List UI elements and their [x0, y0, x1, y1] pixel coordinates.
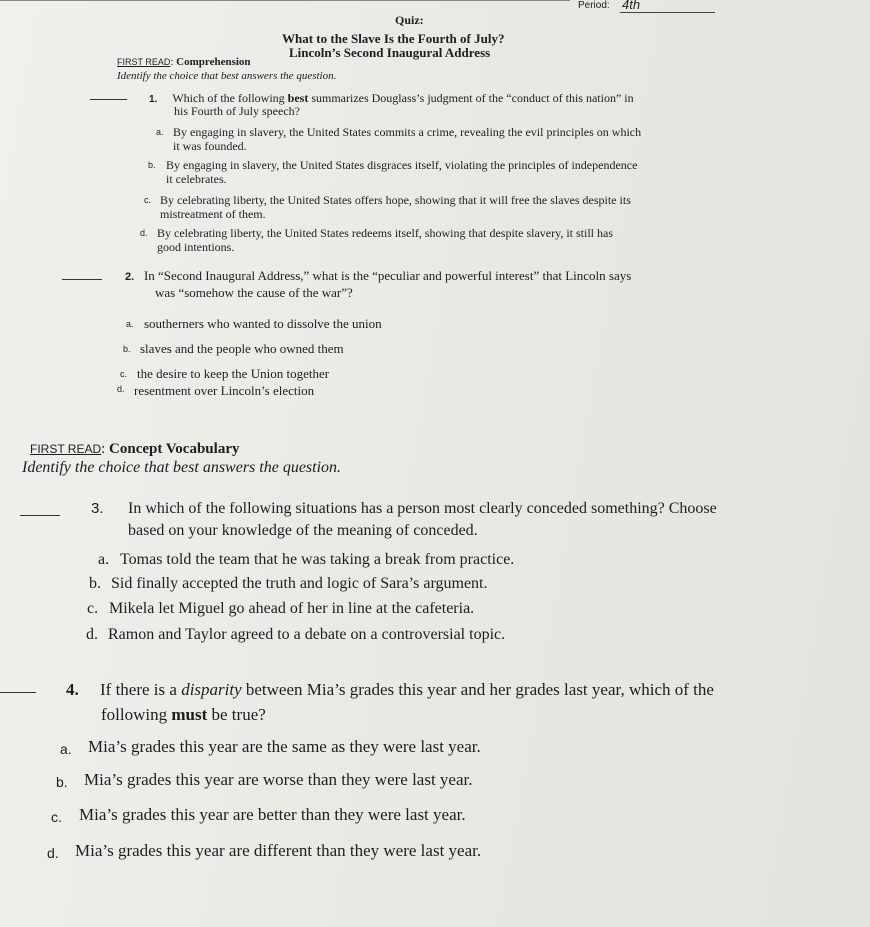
- section2-heading: FIRST READ: Concept Vocabulary: [30, 441, 240, 457]
- q3-choice-a-letter: a.: [98, 551, 110, 568]
- section1-label: FIRST READ: [117, 57, 171, 67]
- section1-heading: FIRST READ: Comprehension: [117, 56, 251, 68]
- section1-title: Comprehension: [176, 56, 251, 68]
- q1-choice-d-line1: By celebrating liberty, the United States redeems itself, showing that despite slavery, it still has: [157, 226, 614, 240]
- period-value: 4th: [622, 0, 641, 12]
- q1-line2: his Fourth of July speech?: [174, 104, 300, 118]
- section2-title: Concept Vocabulary: [109, 441, 240, 457]
- section2-label: FIRST READ: [30, 442, 102, 456]
- q1-choice-d-line2: good intentions.: [157, 240, 235, 254]
- q3-line2: based on your knowledge of the meaning of conceded.: [128, 522, 478, 539]
- q1-choice-a-letter: a.: [156, 127, 164, 137]
- q4-line1: If there is a disparity between Mia’s grades this year and her grades last year, which of the: [100, 680, 714, 699]
- q3-choice-d-letter: d.: [86, 626, 98, 643]
- section2-instruction: Identify the choice that best answers the question.: [22, 459, 342, 476]
- q2-line1: 2. In “Second Inaugural Address,” what is the “peculiar and powerful interest” that Lincoln says: [125, 268, 632, 283]
- quiz-title-line1: What to the Slave Is the Fourth of July?: [282, 31, 505, 46]
- q1-choice-a-line1: By engaging in slavery, the United States commits a crime, revealing the evil principles on which: [173, 125, 642, 139]
- q2-choice-a: southerners who wanted to dissolve the union: [144, 316, 382, 331]
- q4-choice-d: Mia’s grades this year are different than they were last year.: [75, 841, 482, 860]
- q4-choice-a-letter: a.: [60, 741, 72, 757]
- period-label: Period:: [578, 0, 610, 11]
- q4-choice-d-letter: d.: [47, 845, 59, 861]
- q3-choice-d: Ramon and Taylor agreed to a debate on a controversial topic.: [108, 626, 506, 643]
- q2-choice-d-letter: d.: [117, 384, 125, 394]
- q1-choice-b-letter: b.: [148, 160, 156, 170]
- quiz-label: Quiz:: [395, 13, 424, 27]
- q4-number: 4.: [66, 680, 79, 699]
- q3-line1: In which of the following situations has a person most clearly conceded something? Choose: [128, 500, 717, 517]
- header-rule: [0, 0, 570, 1]
- q3-choice-c: Mikela let Miguel go ahead of her in line at the cafeteria.: [109, 600, 475, 617]
- q4-choice-a: Mia’s grades this year are the same as they were last year.: [88, 737, 481, 756]
- q4-line2: following must be true?: [101, 705, 266, 724]
- section1-instruction: Identify the choice that best answers the question.: [117, 70, 337, 82]
- q4-choice-b-letter: b.: [56, 774, 68, 790]
- q3-choice-a: Tomas told the team that he was taking a break from practice.: [120, 551, 515, 568]
- q3-number: 3.: [91, 500, 104, 517]
- q3-answer-blank[interactable]: [20, 515, 60, 516]
- q2-answer-blank[interactable]: [62, 279, 102, 280]
- q1-choice-d-letter: d.: [140, 228, 148, 238]
- q3-choice-b: Sid finally accepted the truth and logic of Sara’s argument.: [111, 575, 488, 592]
- q1-choice-c-letter: c.: [144, 195, 152, 205]
- q4-choice-c-letter: c.: [51, 809, 62, 825]
- q2-choice-b: slaves and the people who owned them: [140, 341, 344, 356]
- q3-choice-c-letter: c.: [87, 600, 99, 617]
- q2-choice-c: the desire to keep the Union together: [137, 366, 330, 381]
- q1-answer-blank[interactable]: [90, 99, 127, 100]
- q1-choice-c-line1: By celebrating liberty, the United States offers hope, showing that it will free the slaves despite its: [160, 193, 631, 207]
- q3-choice-b-letter: b.: [89, 575, 101, 592]
- q1-line1: 1. Which of the following best summarizes Douglass’s judgment of the “conduct of this nation” in: [149, 91, 634, 105]
- q2-line2: was “somehow the cause of the war”?: [155, 285, 353, 300]
- q4-answer-blank[interactable]: [0, 692, 36, 693]
- q2-choice-d: resentment over Lincoln’s election: [134, 383, 315, 398]
- q1-choice-a-line2: it was founded.: [173, 139, 247, 153]
- q1-choice-b-line1: By engaging in slavery, the United States disgraces itself, violating the principles of independence: [166, 158, 638, 172]
- quiz-title-line2: Lincoln’s Second Inaugural Address: [289, 45, 491, 60]
- q1-choice-c-line2: mistreatment of them.: [160, 207, 266, 221]
- q1-choice-b-line2: it celebrates.: [166, 172, 227, 186]
- q2-choice-a-letter: a.: [126, 319, 134, 329]
- q2-choice-b-letter: b.: [123, 344, 131, 354]
- q4-choice-c: Mia’s grades this year are better than they were last year.: [79, 805, 466, 824]
- period-blank: [620, 12, 715, 13]
- q4-choice-b: Mia’s grades this year are worse than they were last year.: [84, 770, 473, 789]
- q2-choice-c-letter: c.: [120, 369, 128, 379]
